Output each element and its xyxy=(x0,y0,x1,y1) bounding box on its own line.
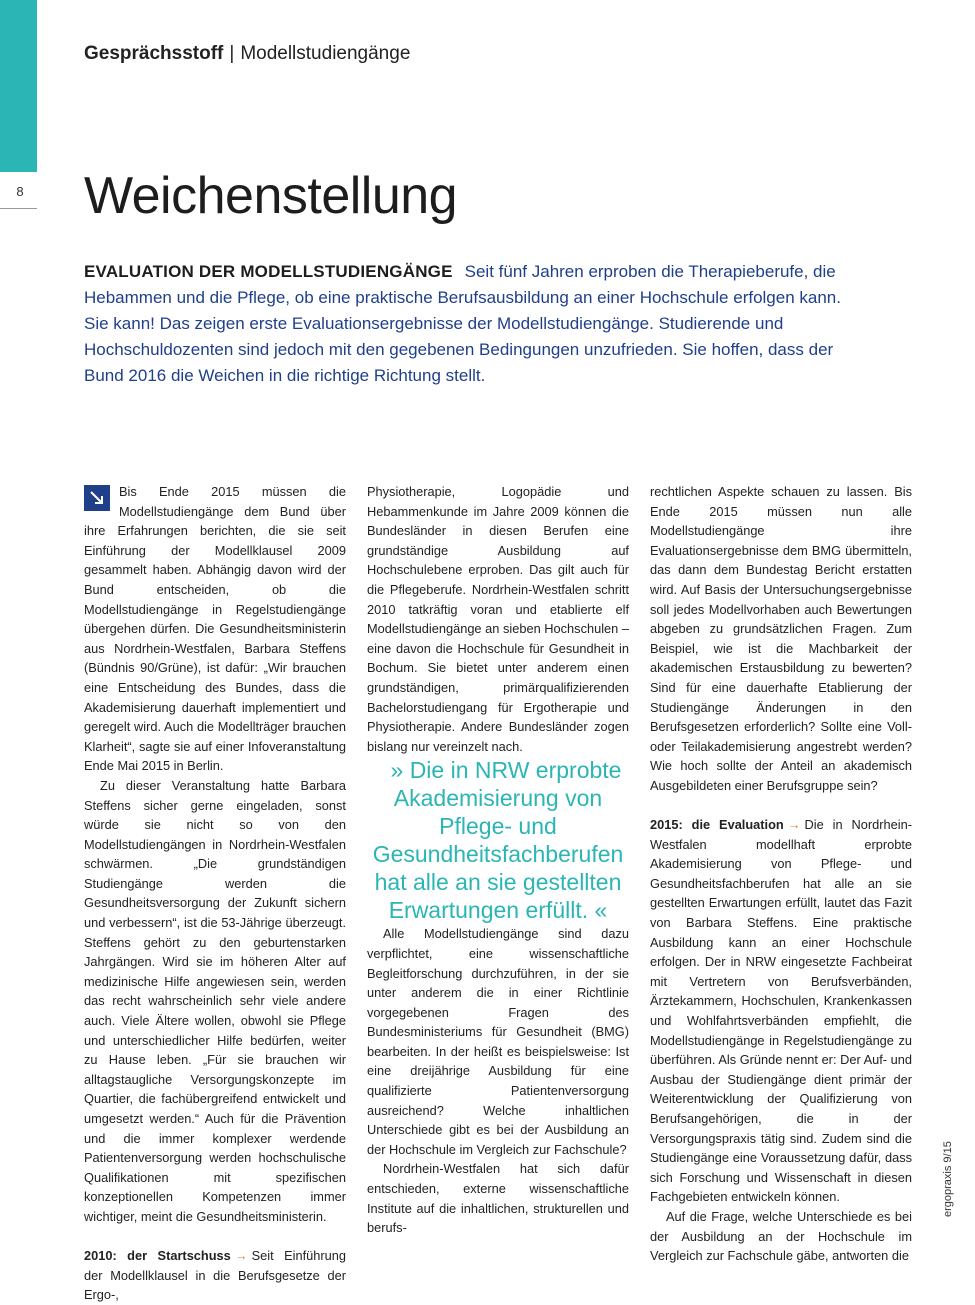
col1-spacer xyxy=(84,1227,346,1247)
col1-paragraph-1: Bis Ende 2015 müssen die Modellstudiengänge dem Bund über ihre Erfahrungen berichten, die sie seit Einführung der Modellklausel 2009 gesammelt haben. Abhängig davon wird der Bund entscheiden, ob die Modellstudiengänge in Regelstudiengänge übergehen dürfen. Die Gesundheitsministerin aus Nordrhein-Westfalen, Barbara Steffens (Bündnis 90/Grüne), ist dafür: „Wir brauchen eine Entscheidung des Bundes, dass die Akademisierung dauerhaft implementiert und geregelt wird. Auch die Modellträger brauchen Klarheit“, sagte sie auf einer Infoveranstaltung Ende Mai 2015 in Berlin. xyxy=(84,484,346,774)
column-1 xyxy=(84,482,346,1305)
col2-paragraph-3: Nordrhein-Westfalen hat sich dafür entschieden, externe wissenschaftliche Institute auf die inhaltlichen, strukturellen und berufs- xyxy=(367,1161,629,1236)
subhead-evaluation: 2015: die Evaluation xyxy=(650,817,784,833)
article-title: Weichenstellung xyxy=(84,167,458,225)
arrow-down-right-icon xyxy=(84,485,110,511)
lead-text: Seit fünf Jahren erproben die Therapieberufe, die Hebammen und die Pflege, ob eine praktische Berufsausbildung an einer Hochschule erfolgen kann. Sie kann! Das zeigen erste Evaluationsergebnisse der Modellstudiengänge. Studierende und Hochschuldozenten sind jedoch mit den gegebenen Bedingungen unzufrieden. Sie hoffen, dass der Bund 2016 die Weichen in die richtige Richtung stellt. xyxy=(84,262,841,385)
pull-quote: » Die in NRW erprobte Akademisierung von Pflege- und Gesundheitsfachberufen hat alle an sie gestellten Erwartungen erfüllt. « xyxy=(372,757,624,924)
col1-paragraph-2: Zu dieser Veranstaltung hatte Barbara Steffens sicher gerne eingeladen, sonst würde sie nicht so von den Modellstudiengängen in Nordrhein-Westfalen schwärmen. „Die grundständigen Studiengänge werden die Gesundheitsversorgung der Zukunft sichern und verbessern“, ist die 53-Jährige überzeugt. Steffens gehört zu den geburtenstarken Jahrgängen. Wird sie im höheren Alter auf medizinische Hilfe angewiesen sein, werden das recht wahrscheinlich sehr viele andere auch. Viele Ältere wollen, obwohl sie Pflege und unterschiedlicher Hilfe bedürfen, weiter zu Hause leben. „Für sie brauchen wir alltagstaugliche Versorgungskonzepte im Quartier, die fachübergreifend entwickelt und umgesetzt werden.“ Auch für die Prävention und die immer komplexer werdende Patientenversorgung werden hochschulische Qualifikationen mit spezifischen konzeptionellen Kompetenzen immer wichtiger, meint die Gesundheitsministerin. xyxy=(84,777,346,1224)
col3-paragraph-2-text: Die in Nordrhein-Westfalen modellhaft erprobte Akademisierung von Pflege- und Gesundheitsfachberufen hat alle an sie gestellten Erwartungen erfüllt, lautet das Fazit von Barbara Steffens. Eine praktische Ausbildung kann an einer Hochschule erfolgen. Der in NRW eingesetzte Fachbeirat mit Vertretern von Berufsverbänden, Ärztekammern, Hochschulen, Krankenkassen und Wohlfahrtsverbänden empfiehlt, die Modellstudiengänge in Regelstudiengänge zu überführen. Als Gründe nennt er: Der Auf- und Ausbau der Studiengänge dient primär der Weiterentwicklung der Qualifizierung von Berufsangehörigen, die in der Versorgungspraxis tätig sind. Zudem sind die Studiengänge eine Voraussetzung dafür, dass sich Forschung und Wissenschaft in diesen Fachgebieten entwickeln können. xyxy=(650,817,912,1205)
running-header xyxy=(84,43,410,65)
col1-paragraph-3-text: Seit Einführung der Modellklausel in die Berufsgesetze der Ergo-, xyxy=(84,1248,346,1303)
column-3 xyxy=(650,482,912,1266)
col3-spacer xyxy=(650,796,912,816)
header-section: Gesprächsstoff xyxy=(84,43,224,64)
column-2 xyxy=(367,482,629,1238)
col2-paragraph-1: Physiotherapie, Logopädie und Hebammenkunde im Jahre 2009 können die Bundesländer in diesen Berufen eine grundständige Ausbildung auf Hochschulebene erproben. Das gilt auch für die Pflegeberufe. Nordrhein-Westfalen schritt 2010 tatkräftig voran und etablierte elf Modellstudiengänge an sieben Hochschulen – eine davon die Hochschule für Gesundheit in Bochum. Sie bietet unter anderem einen grundständigen, primärqualifizierenden Bachelorstudiengang für Ergotherapie und Physiotherapie. Andere Bundesländer zogen bislang nur vereinzelt nach. xyxy=(367,484,629,754)
col3-paragraph-3: Auf die Frage, welche Unterschiede es bei der Ausbildung an der Hochschule im Vergleich zur Fachschule gäbe, antworten die xyxy=(650,1208,912,1264)
orange-arrow-icon: → xyxy=(234,1248,248,1264)
header-topic: Modellstudiengänge xyxy=(240,43,411,64)
col3-paragraph-2 xyxy=(650,815,912,1207)
issue-tag: ergopraxis 9/15 xyxy=(942,1141,954,1217)
col1-paragraph-3 xyxy=(84,1246,346,1305)
page-number-rule xyxy=(0,208,37,209)
section-color-bar xyxy=(0,0,37,172)
page-number: 8 xyxy=(16,184,24,199)
col2-paragraph-2: Alle Modellstudiengänge sind dazu verpflichtet, eine wissenschaftliche Begleitforschung durchzuführen, in der sie unter anderem die in einer Richtlinie vorgegebenen Fragen des Bundesministeriums für Gesundheit (BMG) bearbeiten. In der heißt es beispielsweise: Ist eine dreijährige Ausbildung für eine qualifizierte Patientenversorgung ausreichend? Welche inhaltlichen Unterschiede gibt es bei der Ausbildung an der Hochschule im Vergleich zur Fachschule? xyxy=(367,926,629,1157)
article-lead xyxy=(84,259,844,389)
col3-paragraph-1: rechtlichen Aspekte schauen zu lassen. Bis Ende 2015 müssen nun alle Modellstudiengänge ihre Evaluationsergebnisse dem BMG übermitteln, das dann dem Bundestag Bericht erstatten wird. Auf Basis der Untersuchungsergebnisse soll jedes Modellvorhaben auch Bewertungen abgeben zu grundsätzlichen Fragen. Zum Beispiel, wie ist die Machbarkeit der akademischen Erstausbildung zu bewerten? Sind für eine dauerhafte Etablierung der Studiengänge Änderungen in den Berufsgesetzen erforderlich? Sollte eine Voll- oder Teilakademisierung angestrebt werden? Wie hoch sollte der Anteil an akademisch Ausgebildeten einer Berufsgruppe sein? xyxy=(650,484,912,793)
orange-arrow-icon: → xyxy=(787,817,801,833)
header-separator: | xyxy=(229,43,235,64)
subhead-startschuss: 2010: der Startschuss xyxy=(84,1248,231,1264)
lead-kicker: EVALUATION DER MODELLSTUDIENGÄNGE xyxy=(84,262,453,281)
